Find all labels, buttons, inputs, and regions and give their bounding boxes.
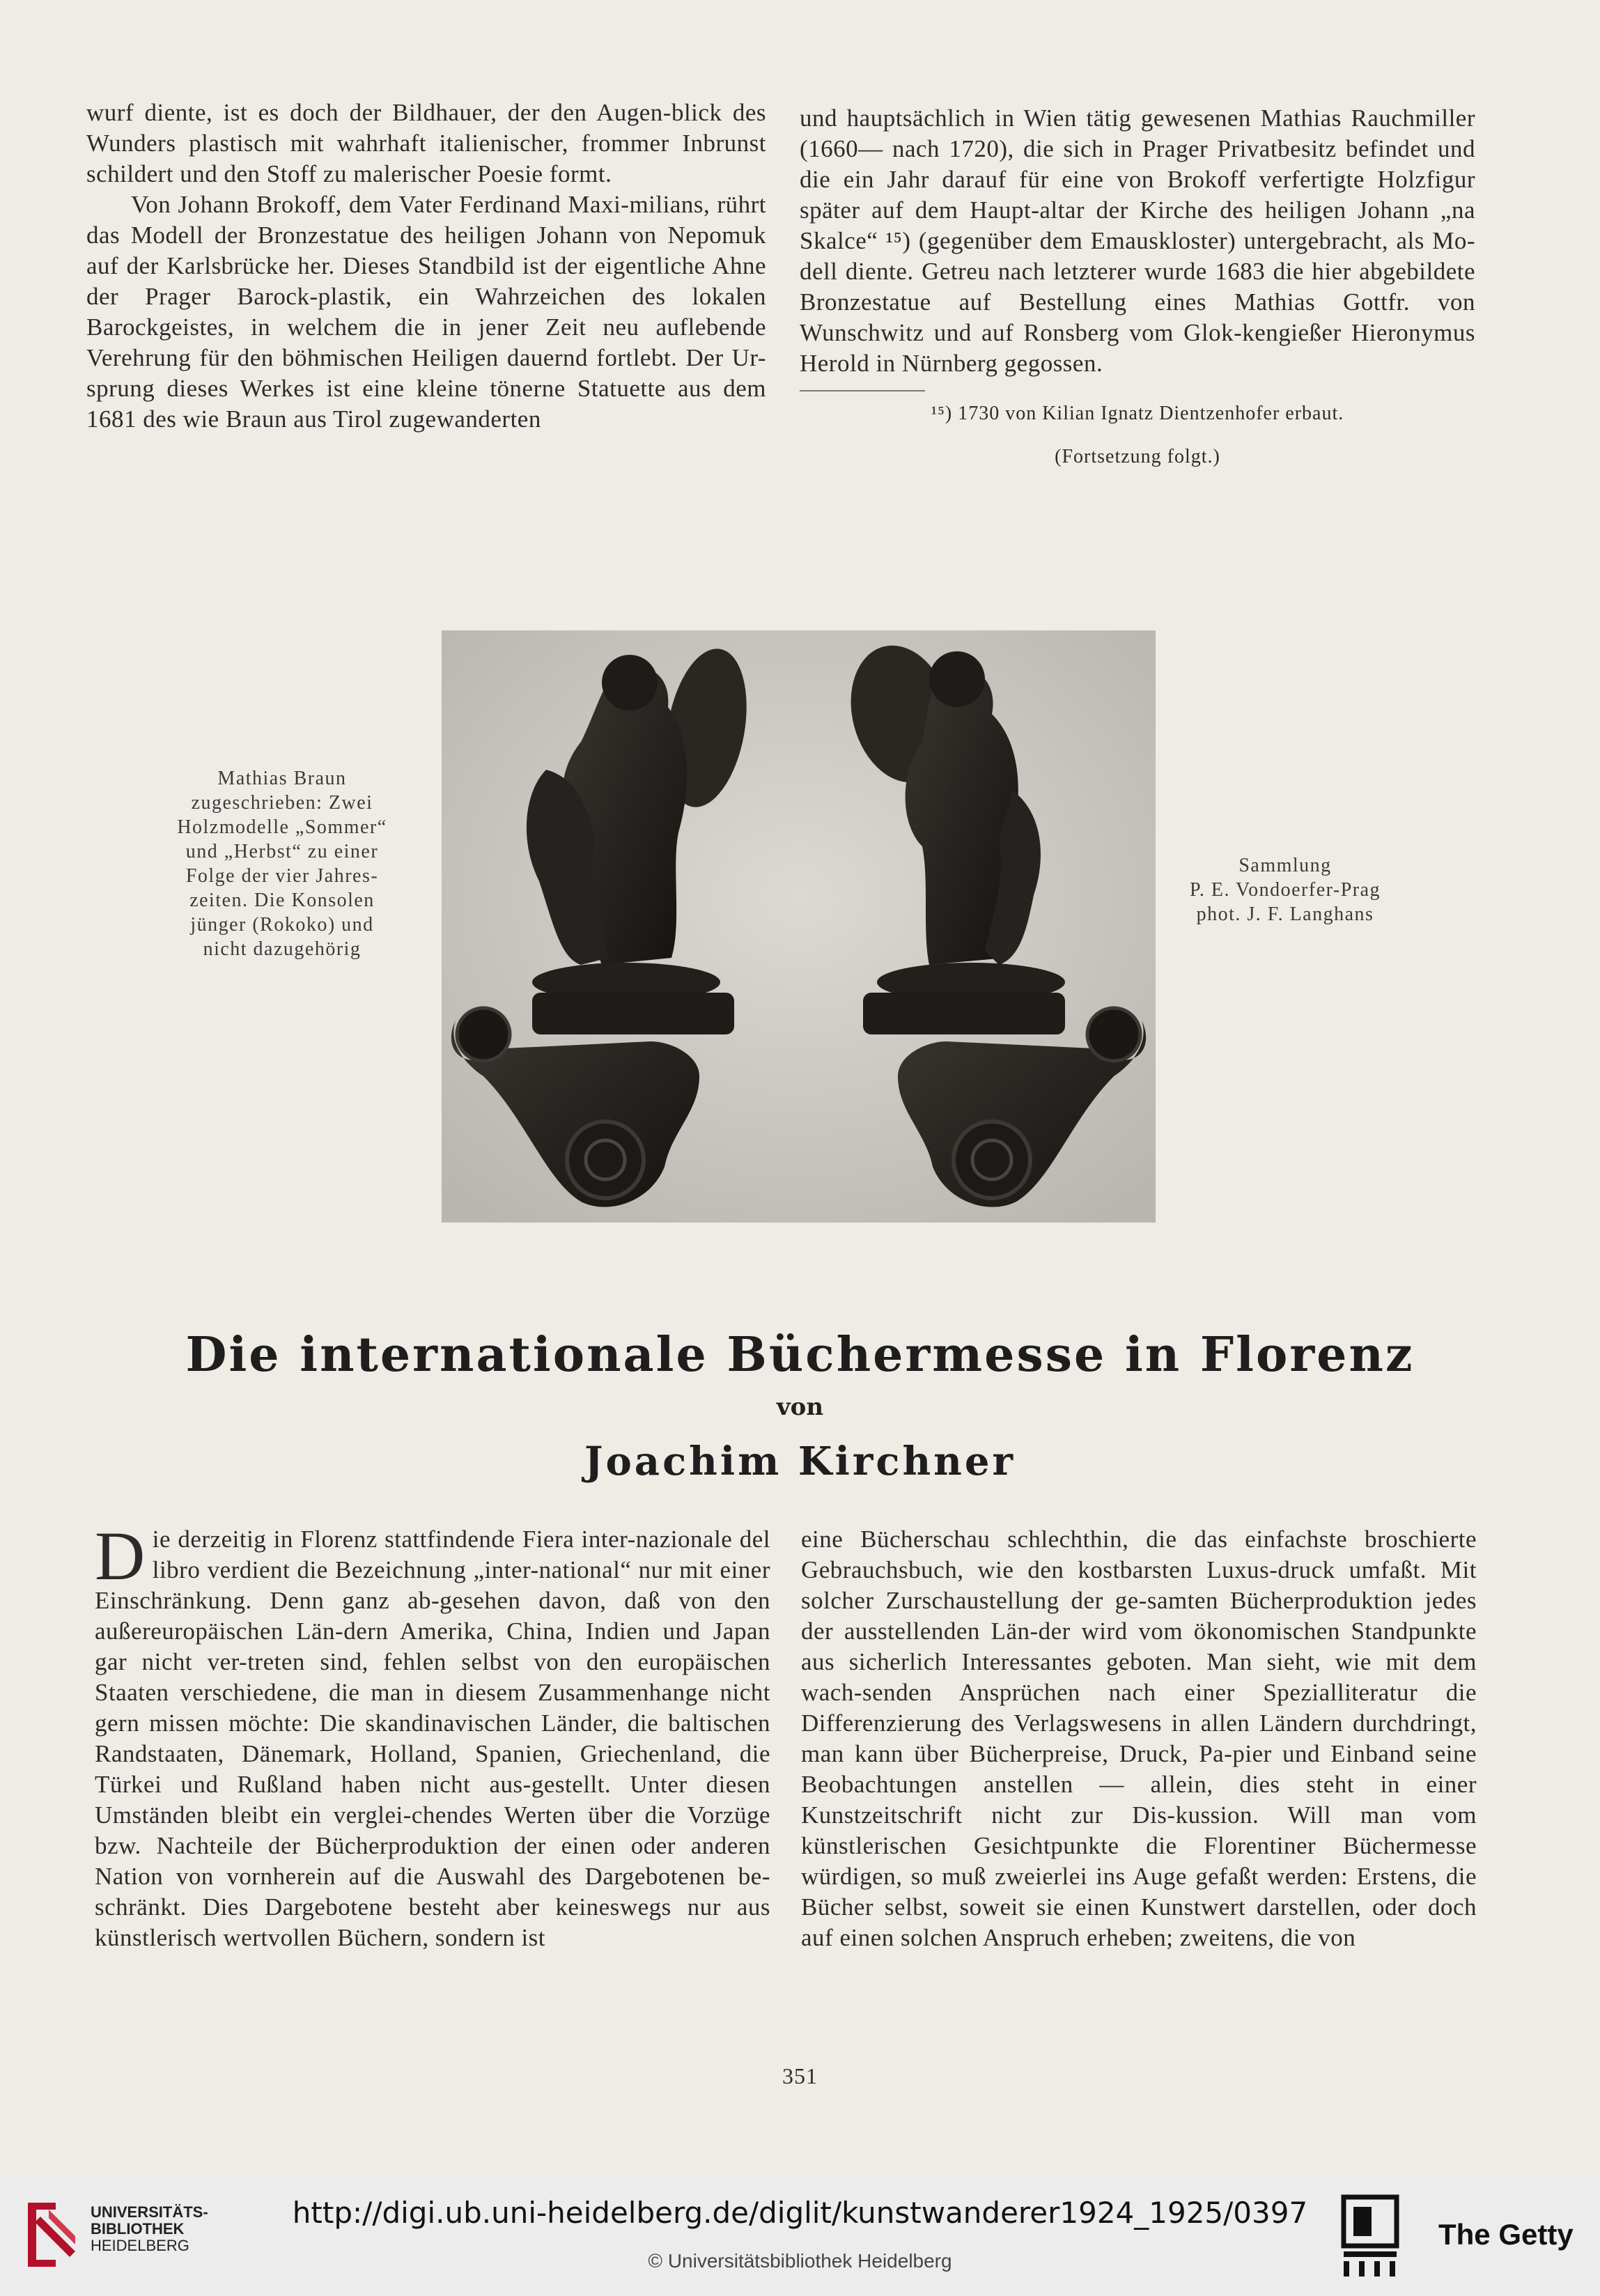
sculpture-illustration <box>442 630 1156 1223</box>
caption-line: jünger (Rokoko) und <box>190 914 374 936</box>
continuation-note: (Fortsetzung folgt.) <box>1055 446 1220 467</box>
paragraph: Von Johann Brokoff, dem Vater Ferdinand Maxi-milians, rührt das Modell der Bronzestatue des heiligen Johann von Nepomuk auf der Karlsbrücke her. Dieses Standbild ist der eigentliche Ahne der Prager Barock-plastik, ein Wahrzeichen des lokalen Barockgeistes, in welchem die in jener Zeit neu auflebende Verehrung für den böhmischen Heiligen dauernd fortlebt. Der Ur-sprung dieses Werkes ist eine kleine tönerne Statuette aus dem 1681 des wie Braun aus Tirol zugewanderten <box>86 191 766 433</box>
byline-von: von <box>776 1393 824 1421</box>
caption-line: zeiten. Die Konsolen <box>189 890 375 911</box>
paragraph: wurf diente, ist es doch der Bildhauer, der den Augen-blick des Wunders plastisch mit wahrhaft italienischer, frommer Inbrunst schildert und den Stoff zu malerischer Poesie formt. <box>86 99 766 187</box>
caption-line: phot. J. F. Langhans <box>1196 903 1374 925</box>
paragraph: eine Bücherschau schlechthin, die das einfachste broschierte Gebrauchsbuch, wie den kostbarsten Luxus-druck umfaßt. Mit solcher Zurschaustellung der ge-samten Bücherproduktion jedes der ausstellenden Län-der wird vom ökonomischen Standpunkte aus sicherlich Interessantes geboten. Man sieht, wie mit dem wach-senden Ansprüchen nach einer Spezialliteratur die Differenzierung des Verlagswesens in allen Ländern durchdringt, man kann über Bücherpreise, Druck, Pa-pier und Einband seine Beobachtungen anstellen — allein, dies steht in einer Kunstzeitschrift nicht zur Dis-kussion. Will man vom künstlerischen Gesichtpunkte die Florentiner Büchermesse würdigen, so muß zweierlei ins Auge gefaßt werden: Erstens, die Bücher selbst, soweit sie einen Kunstwert darstellen, oder doch auf einen solchen Anspruch erheben; zweitens, die von <box>801 1526 1477 1951</box>
footnote-divider <box>800 390 925 391</box>
article-author: Joachim Kirchner <box>584 1438 1016 1484</box>
page-number: 351 <box>782 2063 818 2088</box>
article1-left-column <box>86 98 766 435</box>
caption-line: und „Herbst“ zu einer <box>185 841 379 862</box>
library-name-line: UNIVERSITÄTS- <box>91 2203 208 2221</box>
permalink-url[interactable]: http://digi.ub.uni-heidelberg.de/diglit/kunstwanderer1924_1925/0397 <box>292 2196 1308 2230</box>
paragraph: und hauptsächlich in Wien tätig gewesenen Mathias Rauchmiller (1660— nach 1720), die sich in Prager Privatbesitz befindet und die ein Jahr darauf für eine von Brokoff verfertigte Holzfigur später auf dem Haupt-altar der Kirche des heiligen Johann „na Skalce“ ¹⁵) (gegenüber dem Emauskloster) untergebracht, als Mo-dell diente. Getreu nach letzterer wurde 1683 die hier abgebildete Bronzestatue auf Bestellung eines Mathias Gottfr. von Wunschwitz und auf Ronsberg vom Glok-kengießer Hieronymus Herold in Nürnberg gegossen. <box>800 104 1475 377</box>
article-title: Die internationale Büchermesse in Florenz <box>185 1327 1415 1383</box>
caption-line: Sammlung <box>1238 855 1332 876</box>
figure-caption-right <box>1125 853 1445 926</box>
figure-caption-left <box>160 766 404 961</box>
caption-line: Holzmodelle „Sommer“ <box>177 816 387 838</box>
getty-name: The Getty <box>1438 2218 1574 2251</box>
library-name-line: HEIDELBERG <box>91 2237 189 2254</box>
copyright-notice: © Universitätsbibliothek Heidelberg <box>648 2250 952 2272</box>
caption-line: nicht dazugehörig <box>203 938 362 960</box>
drop-cap: D <box>95 1517 146 1595</box>
article2-right-column <box>801 1524 1477 1953</box>
caption-line: P. E. Vondoerfer-Prag <box>1189 879 1381 901</box>
library-name-line: BIBLIOTHEK <box>91 2220 185 2237</box>
caption-line: Mathias Braun <box>217 768 347 789</box>
paragraph: ie derzeitig in Florenz stattfindende Fiera inter-nazionale del libro verdient die Bezeichnung „inter-national“ nur mit einer Einschränkung. Denn ganz ab-gesehen davon, daß von den außereuropäischen Län-dern Amerika, China, Indien und Japan gar nicht ver-treten sind, fehlen selbst von den europäischen Staaten verschiedene, die man in diesem Zusammenhange nicht gern missen möchte: Die skandinavischen Länder, die baltischen Randstaaten, Dänemark, Holland, Spanien, Griechenland, die Türkei und Rußland haben nicht aus-gestellt. Unter diesen Umständen bleibt ein verglei-chendes Werten über die Vorzüge bzw. Nachteile der Bücherproduktion der einen oder anderen Nation von vornherein auf die Auswahl des Dargebotenen be-schränkt. Dies Dargebotene besteht aber keineswegs nur aus künstlerisch wertvollen Büchern, sondern ist <box>95 1526 770 1951</box>
caption-line: Folge der vier Jahres- <box>185 865 379 887</box>
getty-logo-icon <box>1341 2194 1399 2278</box>
sculpture-photograph <box>442 630 1156 1223</box>
article2-left-column <box>95 1517 770 1953</box>
article1-right-column <box>800 103 1475 470</box>
caption-line: zugeschrieben: Zwei <box>191 792 373 814</box>
footer-bar <box>0 2175 1600 2296</box>
footnote: ¹⁵) 1730 von Kilian Ignatz Dientzenhofer erbaut. <box>931 403 1344 424</box>
